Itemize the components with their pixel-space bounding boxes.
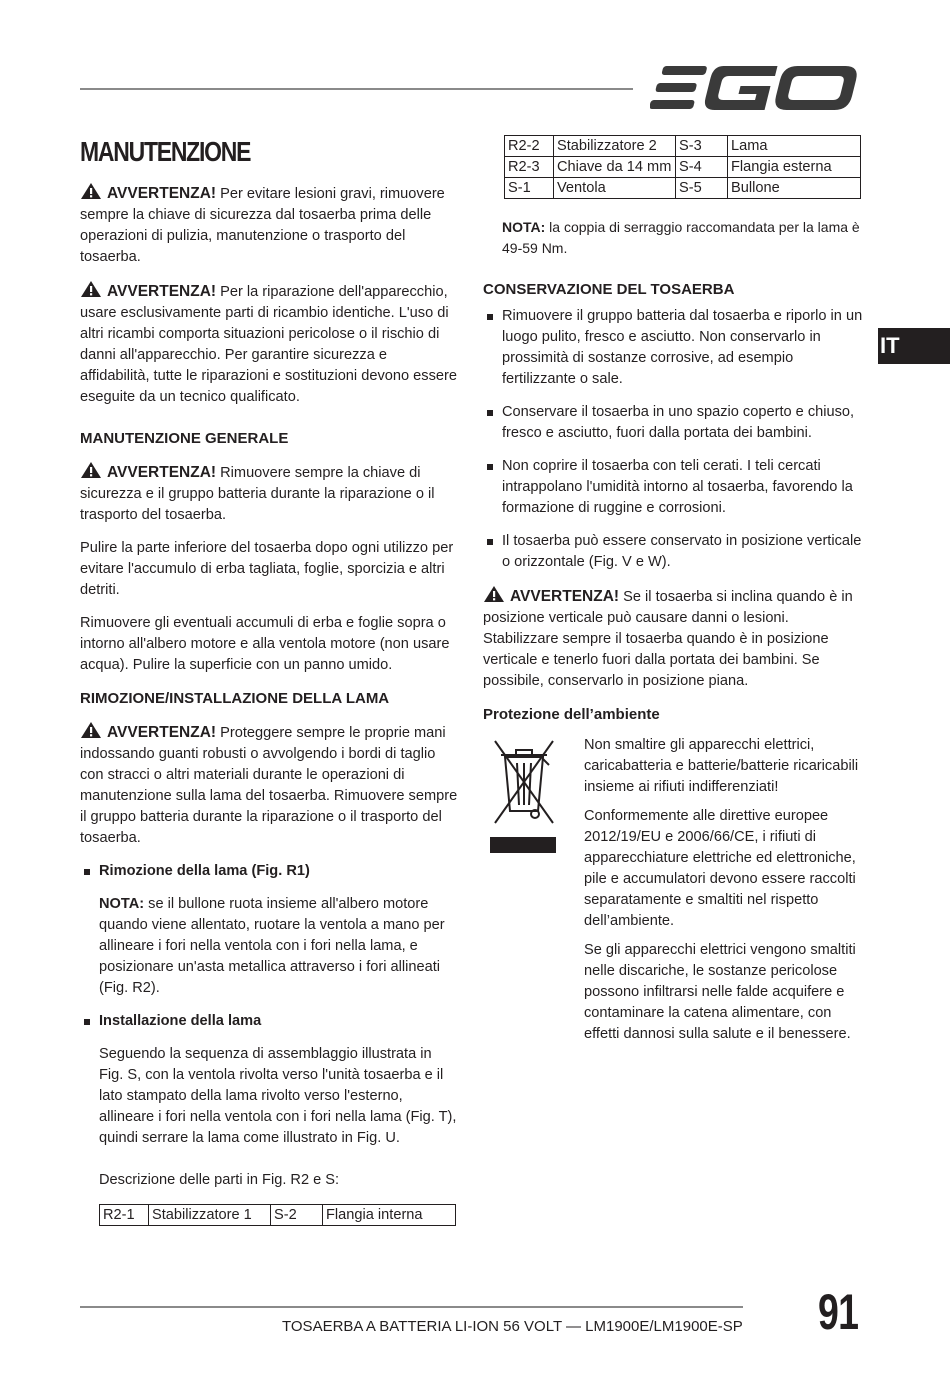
table-cell: Lama: [728, 136, 861, 157]
note-text: se il bullone ruota insieme all'albero motore quando viene allentato, ruotare la ventola a mano per allineare i fori nella ventola con i fori nella lama, e posizionare un'asta metallica attraverso i fori allineati (Fig. R2).: [99, 896, 445, 996]
body-paragraph: Descrizione delle parti in Fig. R2 e S:: [99, 1172, 340, 1188]
body-paragraph: Pulire la parte inferiore del tosaerba dopo ogni utilizzo per evitare l'accumulo di erba tagliata, foglie, sporcizia e altri detriti.: [80, 540, 454, 598]
list-item-label: Rimozione della lama (Fig. R1): [99, 863, 310, 879]
warning-text: Rimuovere sempre la chiave di sicurezza e il gruppo batteria durante la riparazione o il trasporto del tosaerba.: [80, 465, 435, 523]
table-cell: S-2: [271, 1205, 323, 1226]
table-cell: Flangia interna: [323, 1205, 456, 1226]
warning-paragraph: [80, 280, 460, 408]
list-item: [80, 861, 460, 882]
note-label: NOTA:: [502, 219, 546, 235]
section-heading-general: MANUTENZIONE GENERALE: [80, 430, 289, 447]
list-item-label: Installazione della lama: [99, 1013, 262, 1029]
list-item-text: Il tosaerba può essere conservato in posizione verticale o orizzontale (Fig. V e W).: [502, 533, 862, 570]
table-row: [505, 178, 861, 199]
list-item: [483, 456, 868, 519]
header-rule: [80, 88, 633, 90]
footer-rule: [80, 1306, 743, 1308]
warning-label: AVVERTENZA!: [107, 283, 217, 300]
note-label: NOTA:: [99, 896, 145, 912]
note-paragraph: [80, 894, 460, 999]
table-cell: R2-3: [505, 157, 554, 178]
list-item: [483, 402, 868, 444]
section-heading-blade: RIMOZIONE/INSTALLAZIONE DELLA LAMA: [80, 690, 390, 707]
bullet-square-icon: [487, 539, 493, 545]
bullet-square-icon: [84, 1019, 90, 1025]
warning-text: Proteggere sempre le proprie mani indossando guanti robusti o avvolgendo i bordi di taglio con stracci o altri materiali durante le operazioni di manutenzione sulla lama del tosaerba. Rimuovere sempre il gruppo batteria durante la riparazione o il trasporto del tosaerba.: [80, 725, 458, 846]
table-cell: S-4: [676, 157, 728, 178]
section-heading-environment: Protezione dell’ambiente: [483, 706, 660, 723]
warning-triangle-icon: [483, 585, 505, 603]
language-tab: IT: [878, 328, 950, 364]
body-paragraph: Se gli apparecchi elettrici vengono smaltiti nelle discariche, le sostanze pericolose possono infiltrarsi nelle falde acquifere e contaminare la catena alimentare, con effetti dannosi sulla salute e il benessere.: [584, 942, 856, 1042]
list-item: [483, 531, 868, 573]
list-item-text: Conservare il tosaerba in uno spazio coperto e chiuso, fresco e asciutto, fuori dalla portata dei bambini.: [502, 404, 855, 441]
left-column: [80, 132, 460, 1226]
table-cell: S-1: [505, 178, 554, 199]
bullet-square-icon: [487, 410, 493, 416]
table-cell: Flangia esterna: [728, 157, 861, 178]
warning-label: AVVERTENZA!: [107, 464, 217, 481]
bullet-square-icon: [487, 464, 493, 470]
table-row: [100, 1205, 456, 1226]
bullet-square-icon: [84, 869, 90, 875]
page-number: 91: [818, 1284, 859, 1340]
right-column: [483, 135, 868, 1057]
table-cell: S-5: [676, 178, 728, 199]
warning-paragraph: [483, 585, 868, 692]
warning-label: AVVERTENZA!: [510, 588, 620, 605]
table-row: [505, 136, 861, 157]
list-item-text: Rimuovere il gruppo batteria dal tosaerba e riporlo in un luogo pulito, fresco e asciutto. Non conservarlo in prossimità di sostanze corrosive, ad esempio fertilizzante o sale.: [502, 308, 863, 387]
warning-text: Per evitare lesioni gravi, rimuovere sempre la chiave di sicurezza dal tosaerba prima delle operazioni di pulizia, manutenzione o trasporto del tosaerba.: [80, 186, 445, 265]
parts-table-right: [504, 135, 861, 199]
storage-list: [483, 306, 868, 573]
warning-paragraph: [80, 721, 460, 849]
body-paragraph: Rimuovere gli eventuali accumuli di erba e foglie sopra o intorno all'albero motore e alla ventola motore (non usare acqua). Pulire la superficie con un panno umido.: [80, 615, 450, 673]
crossed-out-wheelie-bin-icon: [483, 735, 563, 855]
table-cell: R2-1: [100, 1205, 149, 1226]
bullet-square-icon: [487, 314, 493, 320]
body-paragraph: Non smaltire gli apparecchi elettrici, caricabatteria e batterie/batterie ricaricabili insieme ai rifiuti indifferenziati!: [584, 737, 859, 795]
list-item: [483, 306, 868, 390]
warning-text: Per la riparazione dell'apparecchio, usare esclusivamente parti di ricambio identiche. L'uso di altri ricambi comporta situazioni pericolose o il rischio di danni all'apparecchio. Per garantire sicurezza e affidabilità, tutte le riparazioni e sostituzioni devono essere eseguite da un tecnico qualificato.: [80, 284, 457, 405]
blade-procedure-list: [80, 861, 460, 882]
warning-triangle-icon: [80, 461, 102, 479]
warning-paragraph: [80, 461, 460, 526]
note-paragraph: [483, 217, 868, 259]
table-cell: R2-2: [505, 136, 554, 157]
warning-label: AVVERTENZA!: [107, 724, 217, 741]
warning-triangle-icon: [80, 280, 102, 298]
list-item: [80, 1011, 460, 1032]
table-cell: S-3: [676, 136, 728, 157]
table-cell: Bullone: [728, 178, 861, 199]
blade-procedure-list: [80, 1011, 460, 1032]
section-heading-storage: CONSERVAZIONE DEL TOSAERBA: [483, 281, 735, 298]
environment-section: [483, 735, 868, 1045]
table-cell: Chiave da 14 mm: [554, 157, 676, 178]
page-title: MANUTENZIONE: [80, 136, 251, 167]
table-cell: Stabilizzatore 2: [554, 136, 676, 157]
body-paragraph: Conformemente alle direttive europee 2012/19/EU e 2006/66/CE, i rifiuti di apparecchiature elettriche ed elettroniche, pile e accumulatori devono essere raccolti separatamente e smaltiti nel rispetto dell’ambiente.: [584, 808, 856, 929]
warning-text: Se il tosaerba si inclina quando è in posizione verticale può causare danni o lesioni. Stabilizzare sempre il tosaerba quando è in posizione verticale e tenerlo fuori dalla portata dei bambini. Se possibile, conservarlo in posizione piana.: [483, 589, 853, 689]
note-text: la coppia di serraggio raccomandata per la lama è 49-59 Nm.: [502, 219, 860, 256]
table-row: [505, 157, 861, 178]
warning-triangle-icon: [80, 721, 102, 739]
warning-paragraph: [80, 182, 460, 268]
body-paragraph: Seguendo la sequenza di assemblaggio illustrata in Fig. S, con la ventola rivolta verso l'unità tosaerba e il lato stampato della lama rivolto verso l'esterno, allineare i fori nella ventola con i fori nella lama (Fig. T), quindi serrare la lama come illustrato in Fig. U.: [99, 1046, 457, 1146]
table-cell: Ventola: [554, 178, 676, 199]
table-cell: Stabilizzatore 1: [149, 1205, 271, 1226]
warning-triangle-icon: [80, 182, 102, 200]
list-item-text: Non coprire il tosaerba con teli cerati. I teli cercati intrappolano l'umidità intorno al tosaerba, favorendo la formazione di ruggine e corrosioni.: [502, 458, 853, 516]
parts-table-left: [99, 1204, 456, 1226]
footer-product-title: TOSAERBA A BATTERIA LI-ION 56 VOLT — LM1900E/LM1900E-SP: [282, 1318, 743, 1335]
warning-label: AVVERTENZA!: [107, 185, 217, 202]
ego-logo: [650, 64, 862, 112]
